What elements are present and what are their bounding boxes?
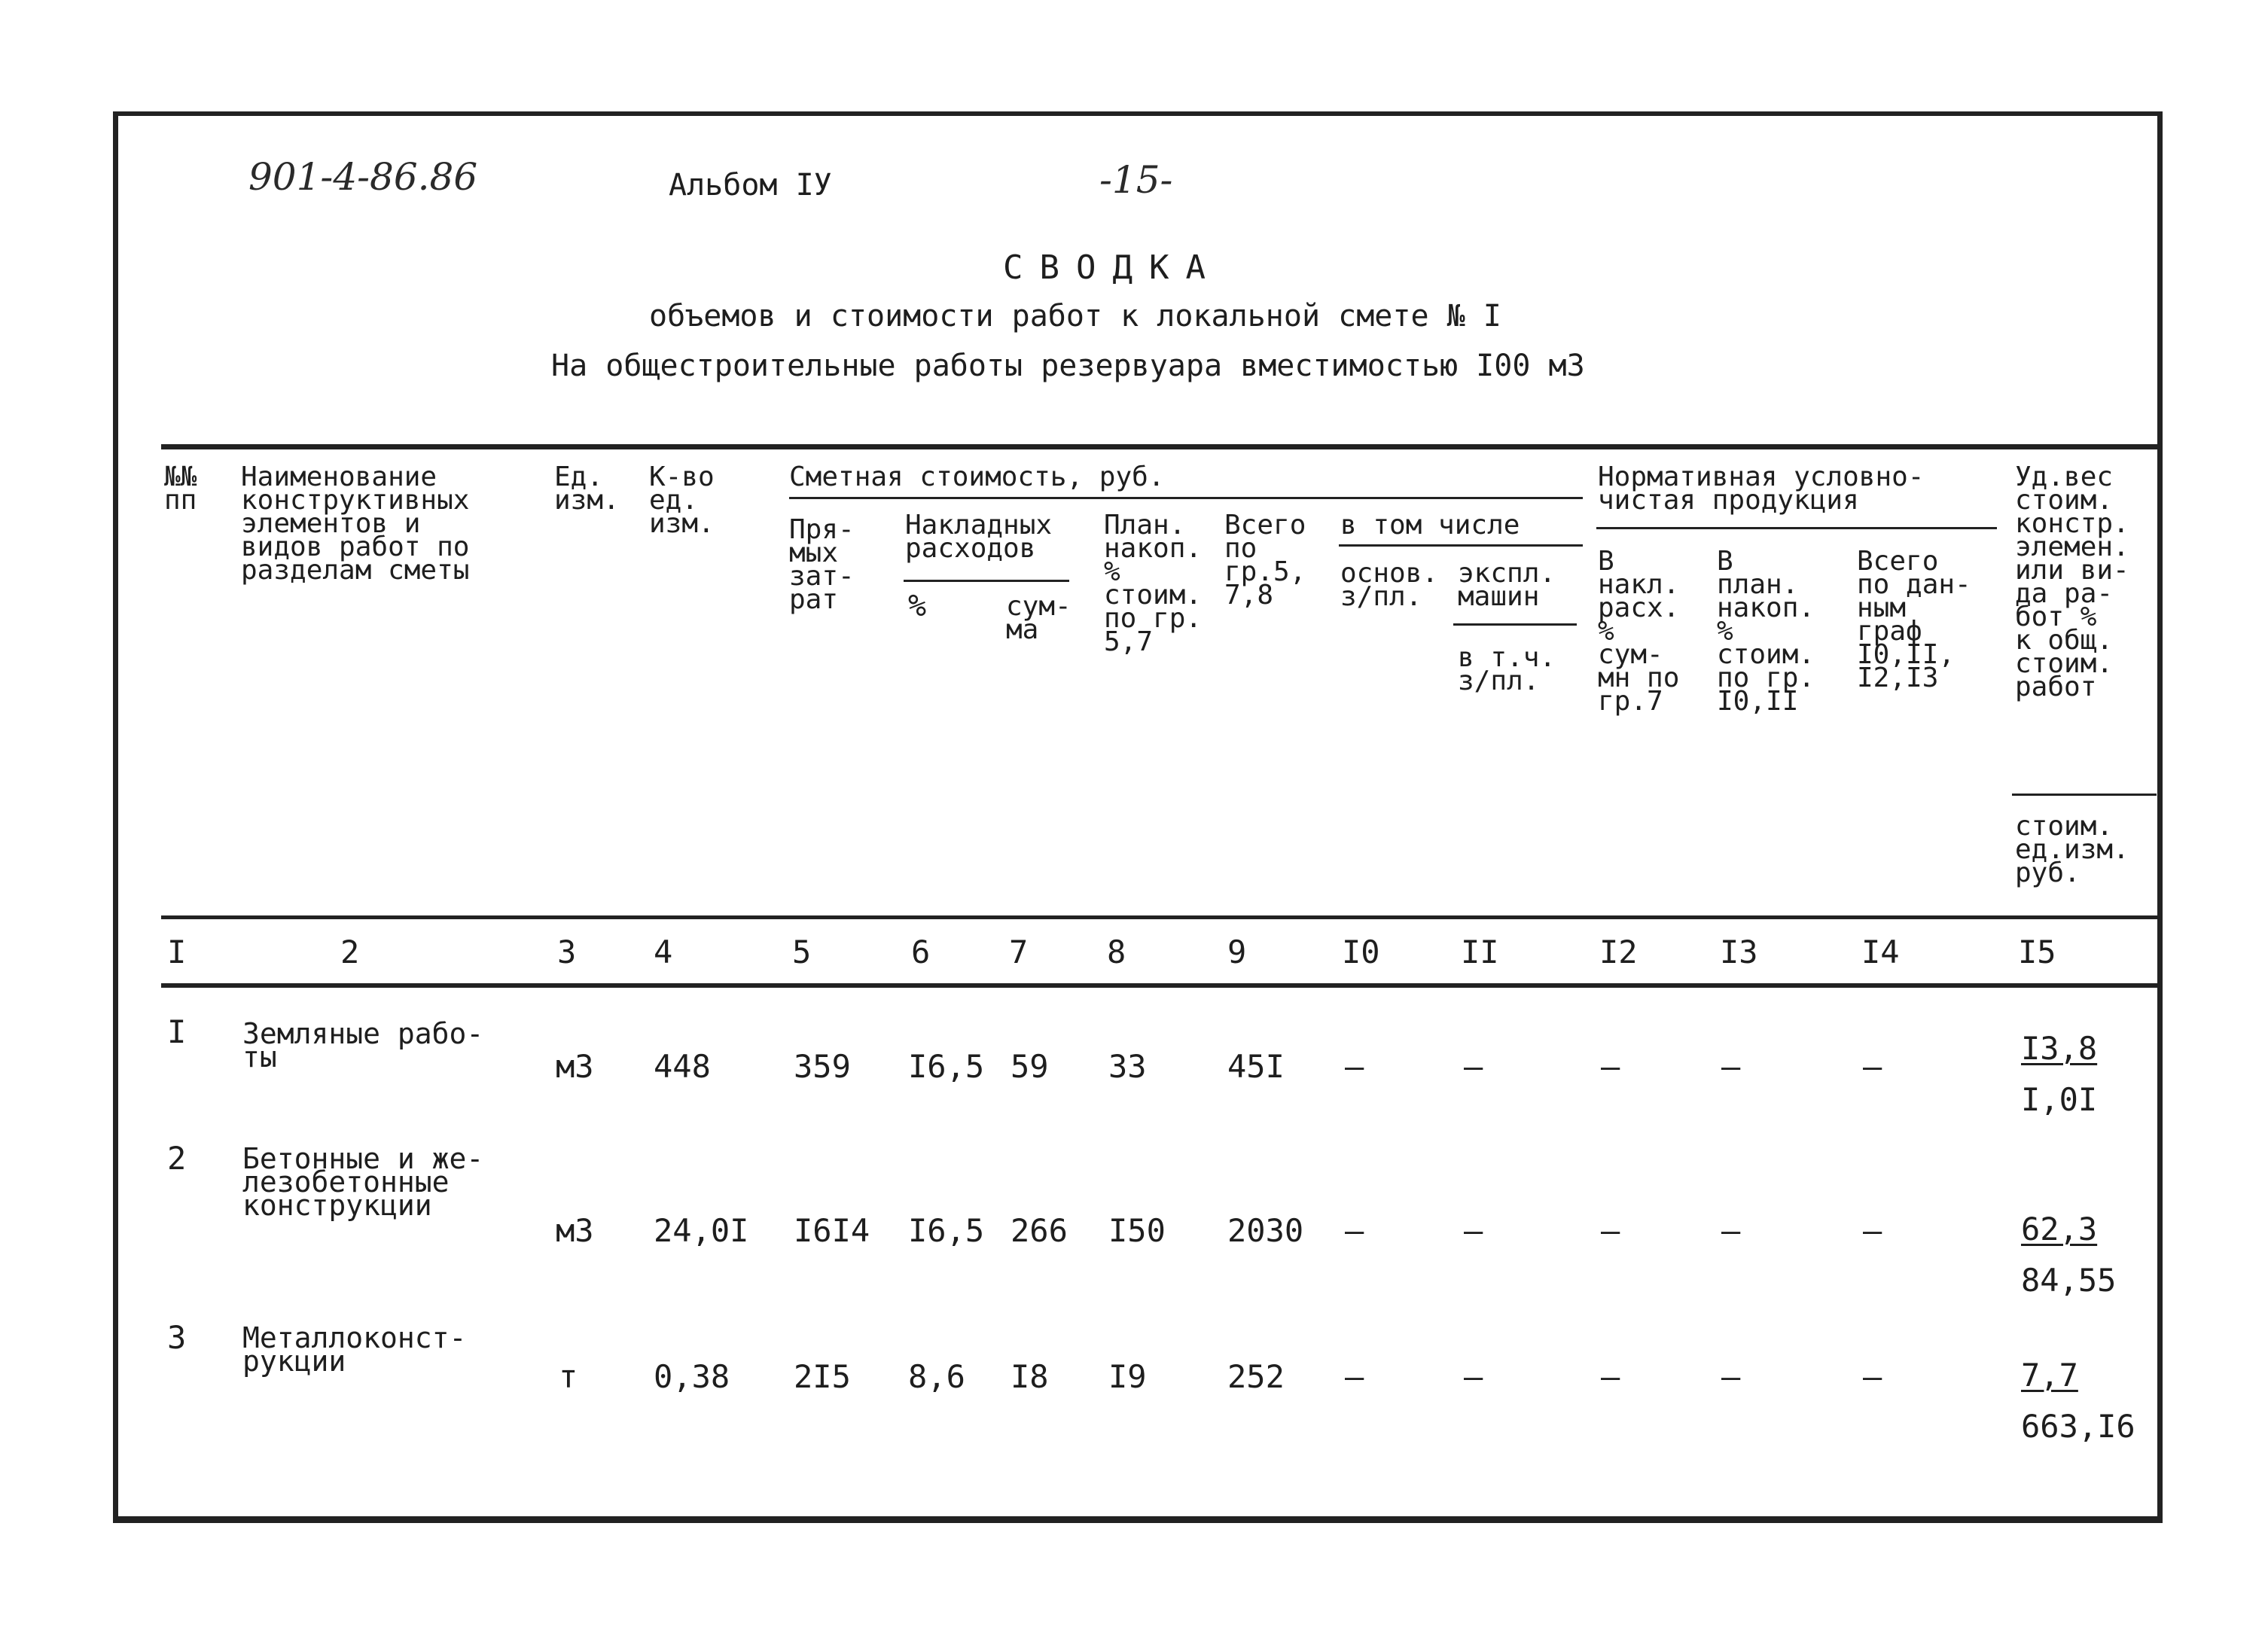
- col-number: 4: [654, 934, 673, 970]
- header-c4: К-во ед. изм.: [649, 462, 715, 539]
- row-nakl-sum: I8: [1011, 1358, 1049, 1395]
- row-c12: –: [1601, 1048, 1620, 1085]
- row-total: 45I: [1227, 1048, 1285, 1085]
- row-plan: 33: [1108, 1048, 1147, 1085]
- row-c11: –: [1464, 1358, 1483, 1395]
- table-top-rule: [161, 444, 2160, 449]
- header-c13: В план. накоп. % стоим. по гр. I0,II: [1717, 546, 1815, 717]
- row-qty: 0,38: [654, 1358, 730, 1395]
- row-c11: –: [1464, 1048, 1483, 1085]
- header-c11-bottom: в т.ч. з/пл.: [1458, 642, 1556, 696]
- row-name: Земляные рабо- ты: [242, 1017, 484, 1074]
- row-nakl-sum: 266: [1011, 1212, 1068, 1249]
- col-number: 7: [1009, 934, 1029, 970]
- row-unit: м3: [556, 1212, 594, 1249]
- nakl-group-rule: [904, 580, 1069, 582]
- col-number: I0: [1342, 934, 1380, 970]
- row-name: Бетонные и же- лезобетонные конструкции: [242, 1142, 484, 1222]
- col-number: II: [1461, 934, 1499, 970]
- row-unit-cost: 663,I6: [2021, 1408, 2135, 1445]
- header-c15-top: Уд.вес стоим. констр. элемен. или ви- да ра- бот % к общ. стоим. работ: [2015, 462, 2129, 702]
- col-number: I5: [2018, 934, 2056, 970]
- header-nakl-group: Накладных расходов: [905, 510, 1053, 564]
- header-c2: Наименование конструктивных элементов и видов работ по разделам сметы: [241, 462, 470, 586]
- row-c12: –: [1601, 1358, 1620, 1395]
- row-c14: –: [1863, 1048, 1882, 1085]
- page-number: -15-: [1099, 158, 1173, 202]
- header-norm-group: Нормативная условно- чистая продукция: [1598, 462, 1925, 516]
- col-number: 5: [792, 934, 812, 970]
- row-direct: I6I4: [794, 1212, 870, 1249]
- header-c10: основ. з/пл.: [1340, 558, 1439, 612]
- row-c12: –: [1601, 1212, 1620, 1249]
- doc-subtitle-1: объемов и стоимости работ к локальной смете № I: [649, 299, 1501, 334]
- header-smeta-group: Сметная стоимость, руб.: [789, 462, 1165, 492]
- header-c3: Ед. изм.: [554, 462, 620, 516]
- row-c13: –: [1721, 1358, 1741, 1395]
- row-name: Металлоконст- рукции: [242, 1321, 467, 1378]
- row-c10: –: [1345, 1048, 1364, 1085]
- header-c6: %: [908, 589, 927, 623]
- row-unit-cost: 84,55: [2021, 1262, 2117, 1299]
- header-c14: Всего по дан- ным граф I0,II, I2,I3: [1857, 546, 1971, 693]
- row-share: 7,7: [2021, 1357, 2078, 1394]
- col-number: 3: [557, 934, 577, 970]
- row-number: 3: [167, 1319, 187, 1356]
- col-number: I: [167, 934, 187, 970]
- row-number: I: [167, 1013, 187, 1050]
- row-c10: –: [1345, 1212, 1364, 1249]
- row-plan: I50: [1108, 1212, 1166, 1249]
- row-share: 62,3: [2021, 1211, 2098, 1247]
- header-c5: Пря- мых зат- рат: [789, 514, 855, 615]
- numbers-bottom-rule: [161, 983, 2160, 988]
- row-total: 252: [1227, 1358, 1285, 1395]
- col-number: 2: [340, 934, 360, 970]
- row-unit: м3: [556, 1048, 594, 1085]
- doc-title: СВОДКА: [1003, 248, 1222, 287]
- c11-split-rule: [1453, 623, 1577, 626]
- row-direct: 359: [794, 1048, 851, 1085]
- col-number: 6: [911, 934, 931, 970]
- vtom-group-rule: [1339, 544, 1583, 547]
- row-nakl-pct: I6,5: [908, 1212, 985, 1249]
- album-label: Альбом IУ: [669, 168, 832, 203]
- row-unit: т: [559, 1358, 578, 1395]
- c15-split-rule: [2012, 794, 2157, 796]
- row-unit-cost: I,0I: [2021, 1081, 2098, 1118]
- row-c13: –: [1721, 1048, 1741, 1085]
- row-nakl-pct: 8,6: [908, 1358, 965, 1395]
- header-c9: Всего по гр.5, 7,8: [1224, 510, 1306, 611]
- row-qty: 24,0I: [654, 1212, 749, 1249]
- col-number: I3: [1720, 934, 1758, 970]
- row-nakl-pct: I6,5: [908, 1048, 985, 1085]
- col-number: 9: [1227, 934, 1247, 970]
- header-bottom-rule: [161, 915, 2160, 919]
- row-c10: –: [1345, 1358, 1364, 1395]
- row-c14: –: [1863, 1212, 1882, 1249]
- doc-code: 901-4-86.86: [248, 155, 478, 199]
- smeta-group-rule: [789, 497, 1583, 499]
- col-number: 8: [1107, 934, 1126, 970]
- row-number: 2: [167, 1140, 187, 1177]
- header-c8: План. накоп. % стоим. по гр. 5,7: [1104, 510, 1203, 657]
- header-c7: сум- ма: [1006, 591, 1072, 645]
- header-c1: №№ пп: [164, 462, 197, 516]
- row-nakl-sum: 59: [1011, 1048, 1049, 1085]
- header-c11-top: экспл. машин: [1458, 558, 1556, 612]
- norm-group-rule: [1596, 527, 1997, 529]
- row-qty: 448: [654, 1048, 711, 1085]
- row-c11: –: [1464, 1212, 1483, 1249]
- col-number: I2: [1599, 934, 1638, 970]
- row-share: I3,8: [2021, 1030, 2098, 1067]
- row-plan: I9: [1108, 1358, 1147, 1395]
- row-total: 2030: [1227, 1212, 1304, 1249]
- col-number: I4: [1861, 934, 1900, 970]
- header-c12: В накл. расх. % сум- мн по гр.7: [1598, 546, 1680, 717]
- doc-subtitle-2: На общестроительные работы резервуара вместимостью I00 м3: [551, 349, 1585, 383]
- header-vtom-group: в том числе: [1340, 510, 1520, 541]
- row-direct: 2I5: [794, 1358, 851, 1395]
- row-c13: –: [1721, 1212, 1741, 1249]
- header-c15-bottom: стоим. ед.изм. руб.: [2015, 811, 2129, 888]
- row-c14: –: [1863, 1358, 1882, 1395]
